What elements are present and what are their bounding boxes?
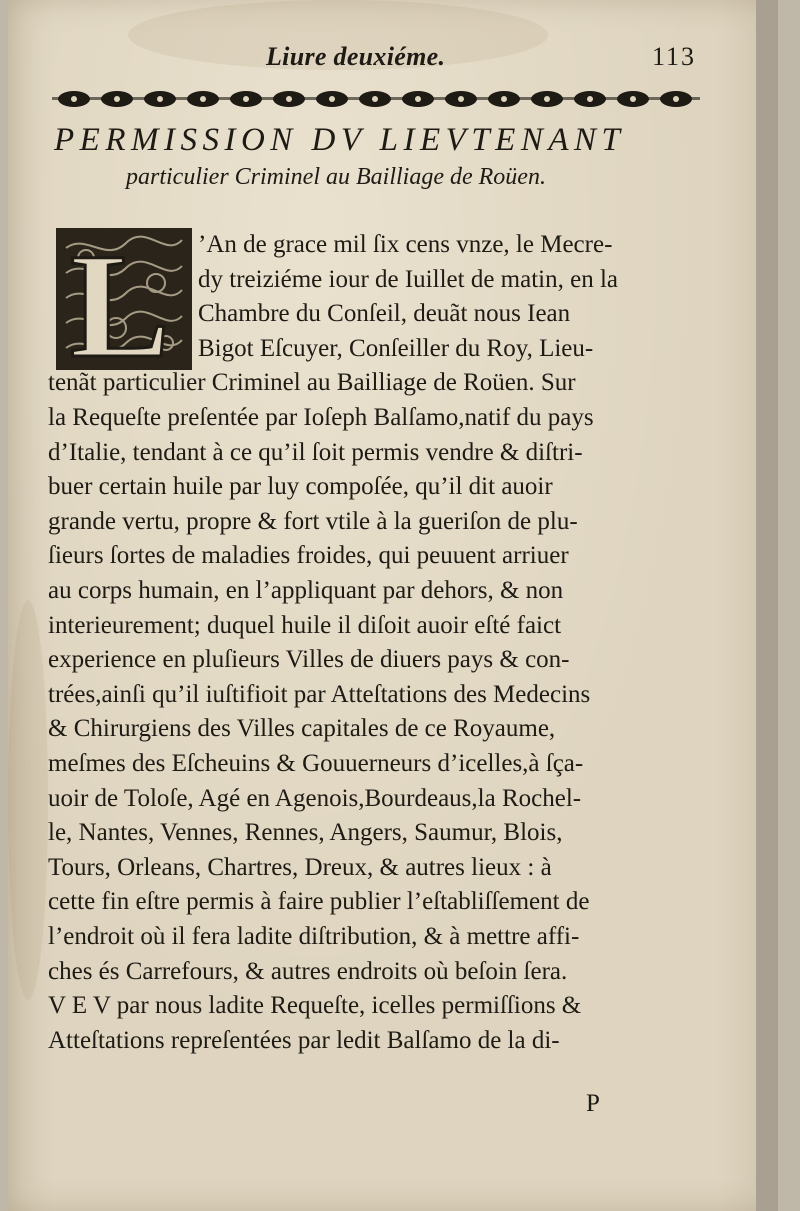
text-line: cette fin eſtre permis à faire publier l’eſtabliſſement de xyxy=(48,888,590,916)
paper-stain xyxy=(8,600,48,1000)
chapter-subtitle: particulier Criminel au Bailliage de Roüen. xyxy=(126,164,546,190)
text-line: Chambre du Conſeil, deuãt nous Iean xyxy=(198,300,571,328)
text-line: la Requeſte preſentée par Ioſeph Balſamo,natif du pays xyxy=(48,404,594,431)
text-line: ’An de grace mil ſix cens vnze, le Mecre- xyxy=(198,231,613,258)
text-line: uoir de Toloſe, Agé en Agenois,Bourdeaus,la Rochel- xyxy=(48,784,582,812)
text-line: l’endroit où il fera ladite diſtribution, & à mettre affi- xyxy=(48,923,580,950)
text-line: grande vertu, propre & fort vtile à la gueriſon de plu- xyxy=(48,507,578,535)
text-line: ſieurs ſortes de maladies froides, qui peuuent arriuer xyxy=(48,542,569,570)
text-line: V E V par nous ladite Requeſte, icelles permiſſions & xyxy=(48,992,582,1020)
chapter-title: PERMISSION DV LIEVTENANT xyxy=(54,122,626,158)
book-page xyxy=(8,0,778,1211)
text-line: meſmes des Eſcheuins & Gouuerneurs d’icelles,à ſça- xyxy=(48,750,584,777)
catchword: P xyxy=(586,1090,600,1117)
text-line: buer certain huile par luy compoſée, qu’il dit auoir xyxy=(48,473,553,501)
decorated-initial xyxy=(56,228,192,370)
initial-letter: L xyxy=(70,228,171,370)
text-line: d’Italie, tendant à ce qu’il ſoit permis vendre & diſtri- xyxy=(48,438,583,466)
page-header xyxy=(8,42,778,82)
text-line: au corps humain, en l’appliquant par dehors, & non xyxy=(48,577,564,604)
text-line: experience en pluſieurs Villes de diuers pays & con- xyxy=(48,646,570,674)
text-line: Bigot Eſcuyer, Conſeiller du Roy, Lieu- xyxy=(198,334,594,362)
page-edge xyxy=(756,0,778,1211)
text-line: & Chirurgiens des Villes capitales de ce Royaume, xyxy=(48,715,556,743)
text-line: le, Nantes, Vennes, Rennes, Angers, Saumur, Blois, xyxy=(48,819,563,847)
text-line: ches és Carrefours, & autres endroits où beſoin ſera. xyxy=(48,957,568,985)
text-line: Atteſtations repreſentées par ledit Balſamo de la di- xyxy=(48,1026,560,1054)
fleuron-row xyxy=(58,91,692,107)
text-line: tenãt particulier Criminel au Bailliage de Roüen. Sur xyxy=(48,369,576,397)
text-line: dy treiziéme iour de Iuillet de matin, en la xyxy=(198,265,618,293)
running-head: Liure deuxiéme. xyxy=(266,42,446,71)
text-line: interieurement; duquel huile il diſoit auoir eſté faict xyxy=(48,611,562,639)
ornament-band xyxy=(52,86,700,112)
page-number: 113 xyxy=(652,42,697,71)
text-line: Tours, Orleans, Chartres, Dreux, & autres lieux : à xyxy=(48,853,552,881)
text-line: trées,ainſi qu’il iuſtifioit par Atteſtations des Medecins xyxy=(48,680,591,708)
